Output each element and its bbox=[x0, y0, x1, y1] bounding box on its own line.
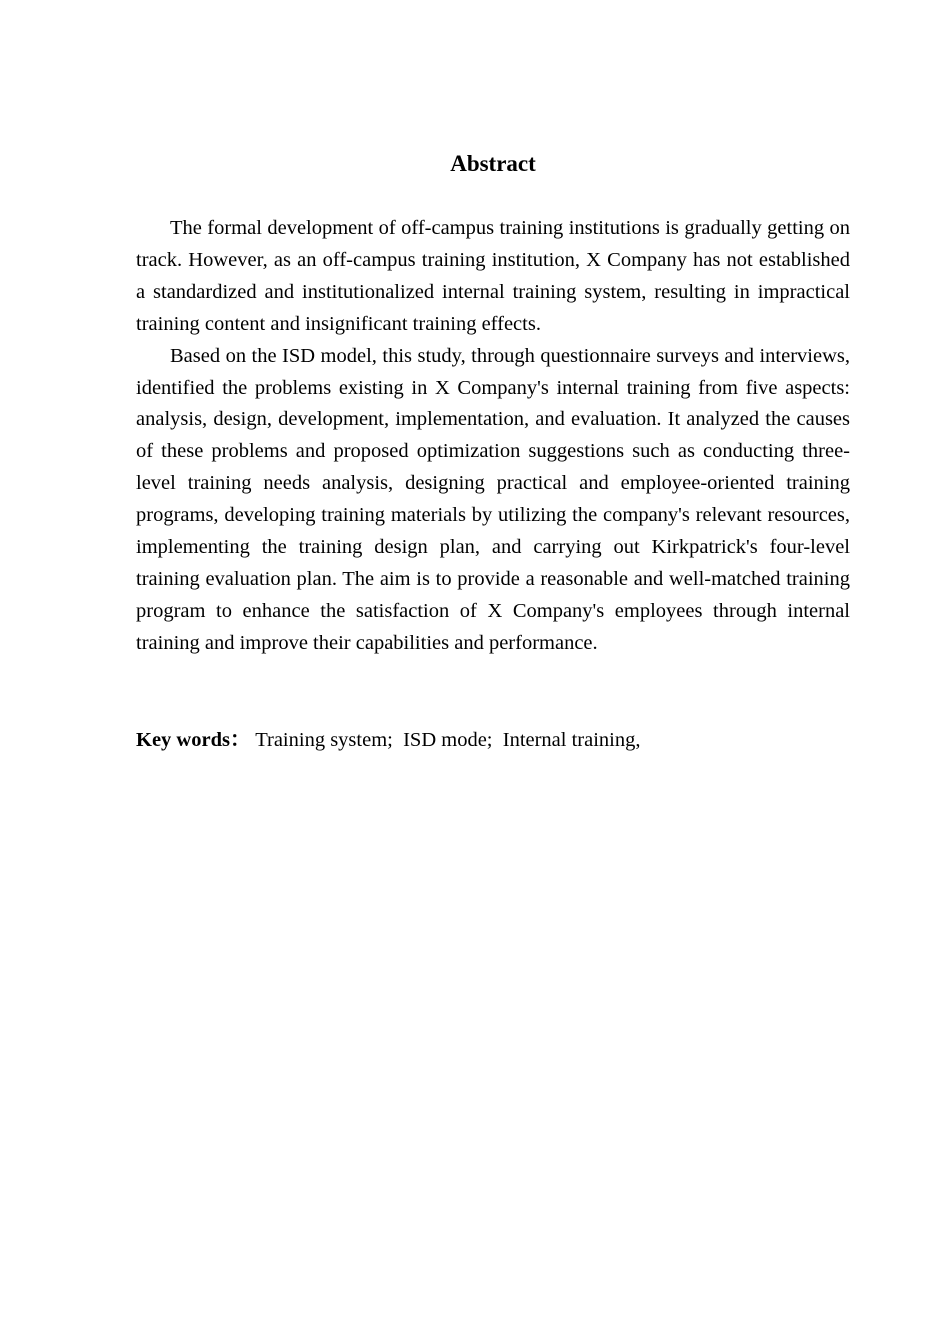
abstract-title: Abstract bbox=[450, 151, 536, 176]
keywords-label: Key words： bbox=[136, 729, 251, 751]
keywords-text: Training system; ISD mode; Internal training, bbox=[250, 729, 641, 751]
keywords-line bbox=[136, 725, 850, 757]
abstract-body bbox=[136, 213, 850, 660]
abstract-paragraph-2: Based on the ISD model, this study, through questionnaire surveys and interviews, identified the problems existing in X Company's internal training from five aspects: analysis, design, development, implementation, and evaluation. It analyzed the causes of these problems and proposed optimization suggestions such as conducting three-level training needs analysis, designing practical and employee-oriented training programs, developing training materials by utilizing the company's relevant resources, implementing the training design plan, and carrying out Kirkpatrick's four-level training evaluation plan. The aim is to provide a reasonable and well-matched training program to enhance the satisfaction of X Company's employees through internal training and improve their capabilities and performance. bbox=[136, 344, 850, 654]
abstract-paragraph-1: The formal development of off-campus training institutions is gradually getting on track. However, as an off-campus training institution, X Company has not established a standardized and institutionalized internal training system, resulting in impractical training content and insignificant training effects. bbox=[136, 217, 850, 335]
